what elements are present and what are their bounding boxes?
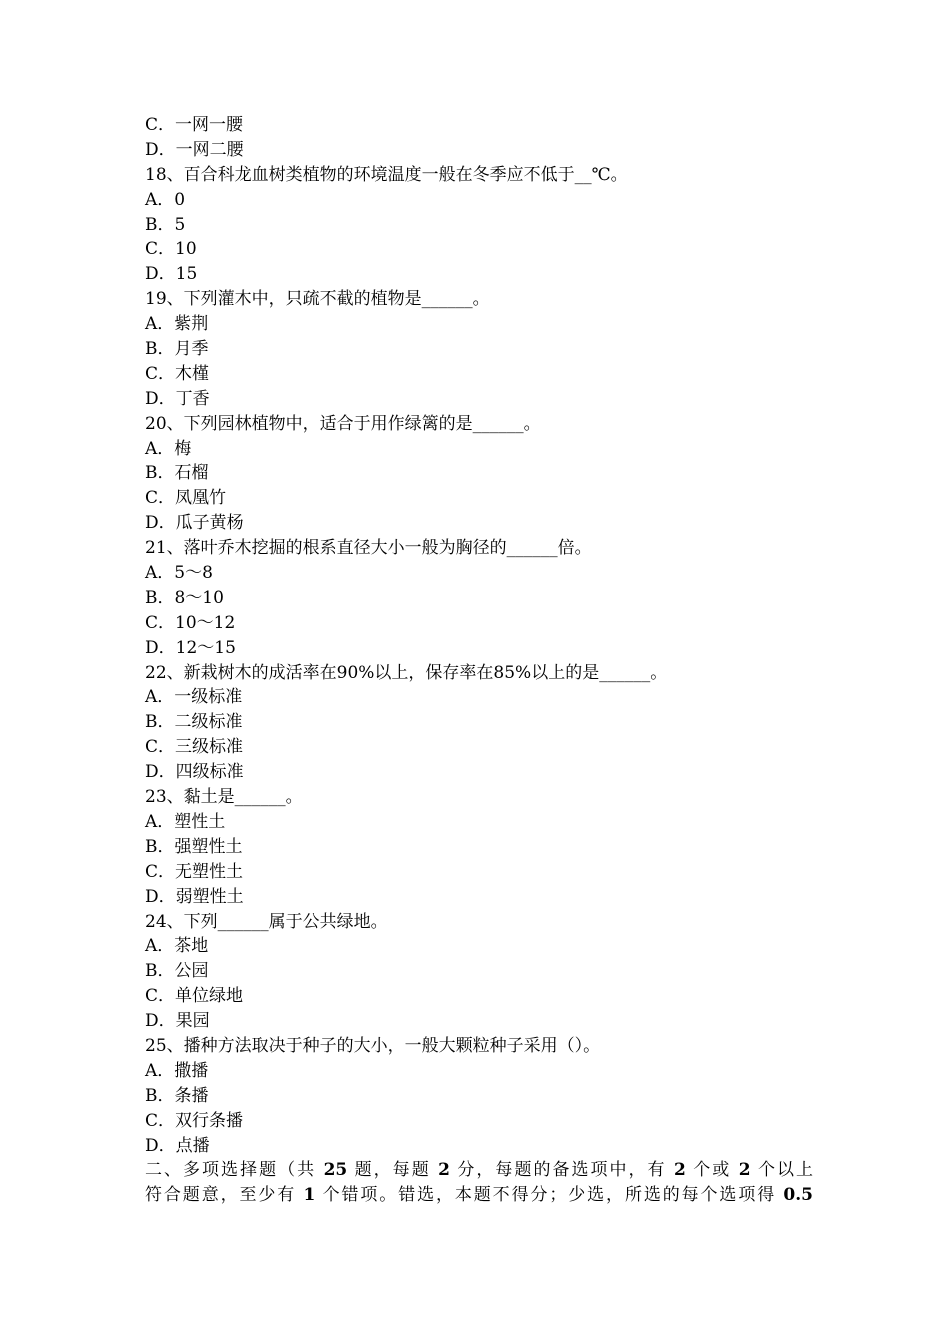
answer-option: D．12～15 <box>145 637 236 658</box>
question-stem: 24、下列______属于公共绿地。 <box>145 911 388 932</box>
answer-option: C．10 <box>145 239 197 260</box>
document-page <box>145 113 813 1208</box>
answer-option: B．石榴 <box>145 463 209 484</box>
question-stem: 25、播种方法取决于种子的大小，一般大颗粒种子采用（）。 <box>145 1035 601 1056</box>
answer-option: B．5 <box>145 214 186 235</box>
question-list <box>145 113 813 1158</box>
answer-option: B．二级标准 <box>145 712 243 733</box>
answer-option: D．一网二腰 <box>145 139 244 160</box>
answer-option: A．5～8 <box>145 563 213 584</box>
answer-option: A．茶地 <box>145 936 209 957</box>
answer-option: A．梅 <box>145 438 192 459</box>
answer-option: C．一网一腰 <box>145 115 244 135</box>
answer-option: B．强塑性土 <box>145 836 243 857</box>
section-heading-line-2: 符合题意，至少有 1 个错项。错选，本题不得分；少选，所选的每个选项得 0.5 <box>145 1185 813 1206</box>
answer-option: A．塑性土 <box>145 811 226 832</box>
answer-option: C．木槿 <box>145 363 210 384</box>
answer-option: A．撒播 <box>145 1060 209 1081</box>
answer-option: B．8～10 <box>145 587 224 608</box>
answer-option: D．瓜子黄杨 <box>145 513 244 534</box>
answer-option: B．公园 <box>145 961 209 982</box>
answer-option: C．双行条播 <box>145 1110 244 1131</box>
answer-option: C．单位绿地 <box>145 986 244 1007</box>
answer-option: C．凤凰竹 <box>145 488 227 509</box>
answer-option: A．0 <box>145 189 186 210</box>
answer-option: C．10～12 <box>145 612 236 633</box>
answer-option: C．三级标准 <box>145 737 244 758</box>
answer-option: B．月季 <box>145 339 209 360</box>
answer-option: B．条播 <box>145 1085 209 1106</box>
answer-option: D．果园 <box>145 1011 210 1032</box>
question-stem: 23、黏土是______。 <box>145 787 303 808</box>
answer-option: D．15 <box>145 264 198 285</box>
question-stem: 22、新栽树木的成活率在90%以上，保存率在85%以上的是______。 <box>145 662 668 683</box>
question-stem: 20、下列园林植物中，适合于用作绿篱的是______。 <box>145 413 541 434</box>
answer-option: D．弱塑性土 <box>145 886 244 907</box>
question-stem: 18、百合科龙血树类植物的环境温度一般在冬季应不低于__℃。 <box>145 164 628 185</box>
question-stem: 21、落叶乔木挖掘的根系直径大小一般为胸径的______倍。 <box>145 538 592 559</box>
answer-option: A．一级标准 <box>145 687 243 708</box>
answer-option: D．点播 <box>145 1135 210 1156</box>
answer-option: C．无塑性土 <box>145 861 244 882</box>
section-heading-line-1: 二、多项选择题（共 25 题，每题 2 分，每题的备选项中，有 2 个或 2 个以上 <box>145 1160 814 1181</box>
answer-option: D．四级标准 <box>145 762 244 783</box>
answer-option: A．紫荆 <box>145 314 209 335</box>
question-stem: 19、下列灌木中，只疏不截的植物是______。 <box>145 289 490 310</box>
answer-option: D．丁香 <box>145 388 210 409</box>
